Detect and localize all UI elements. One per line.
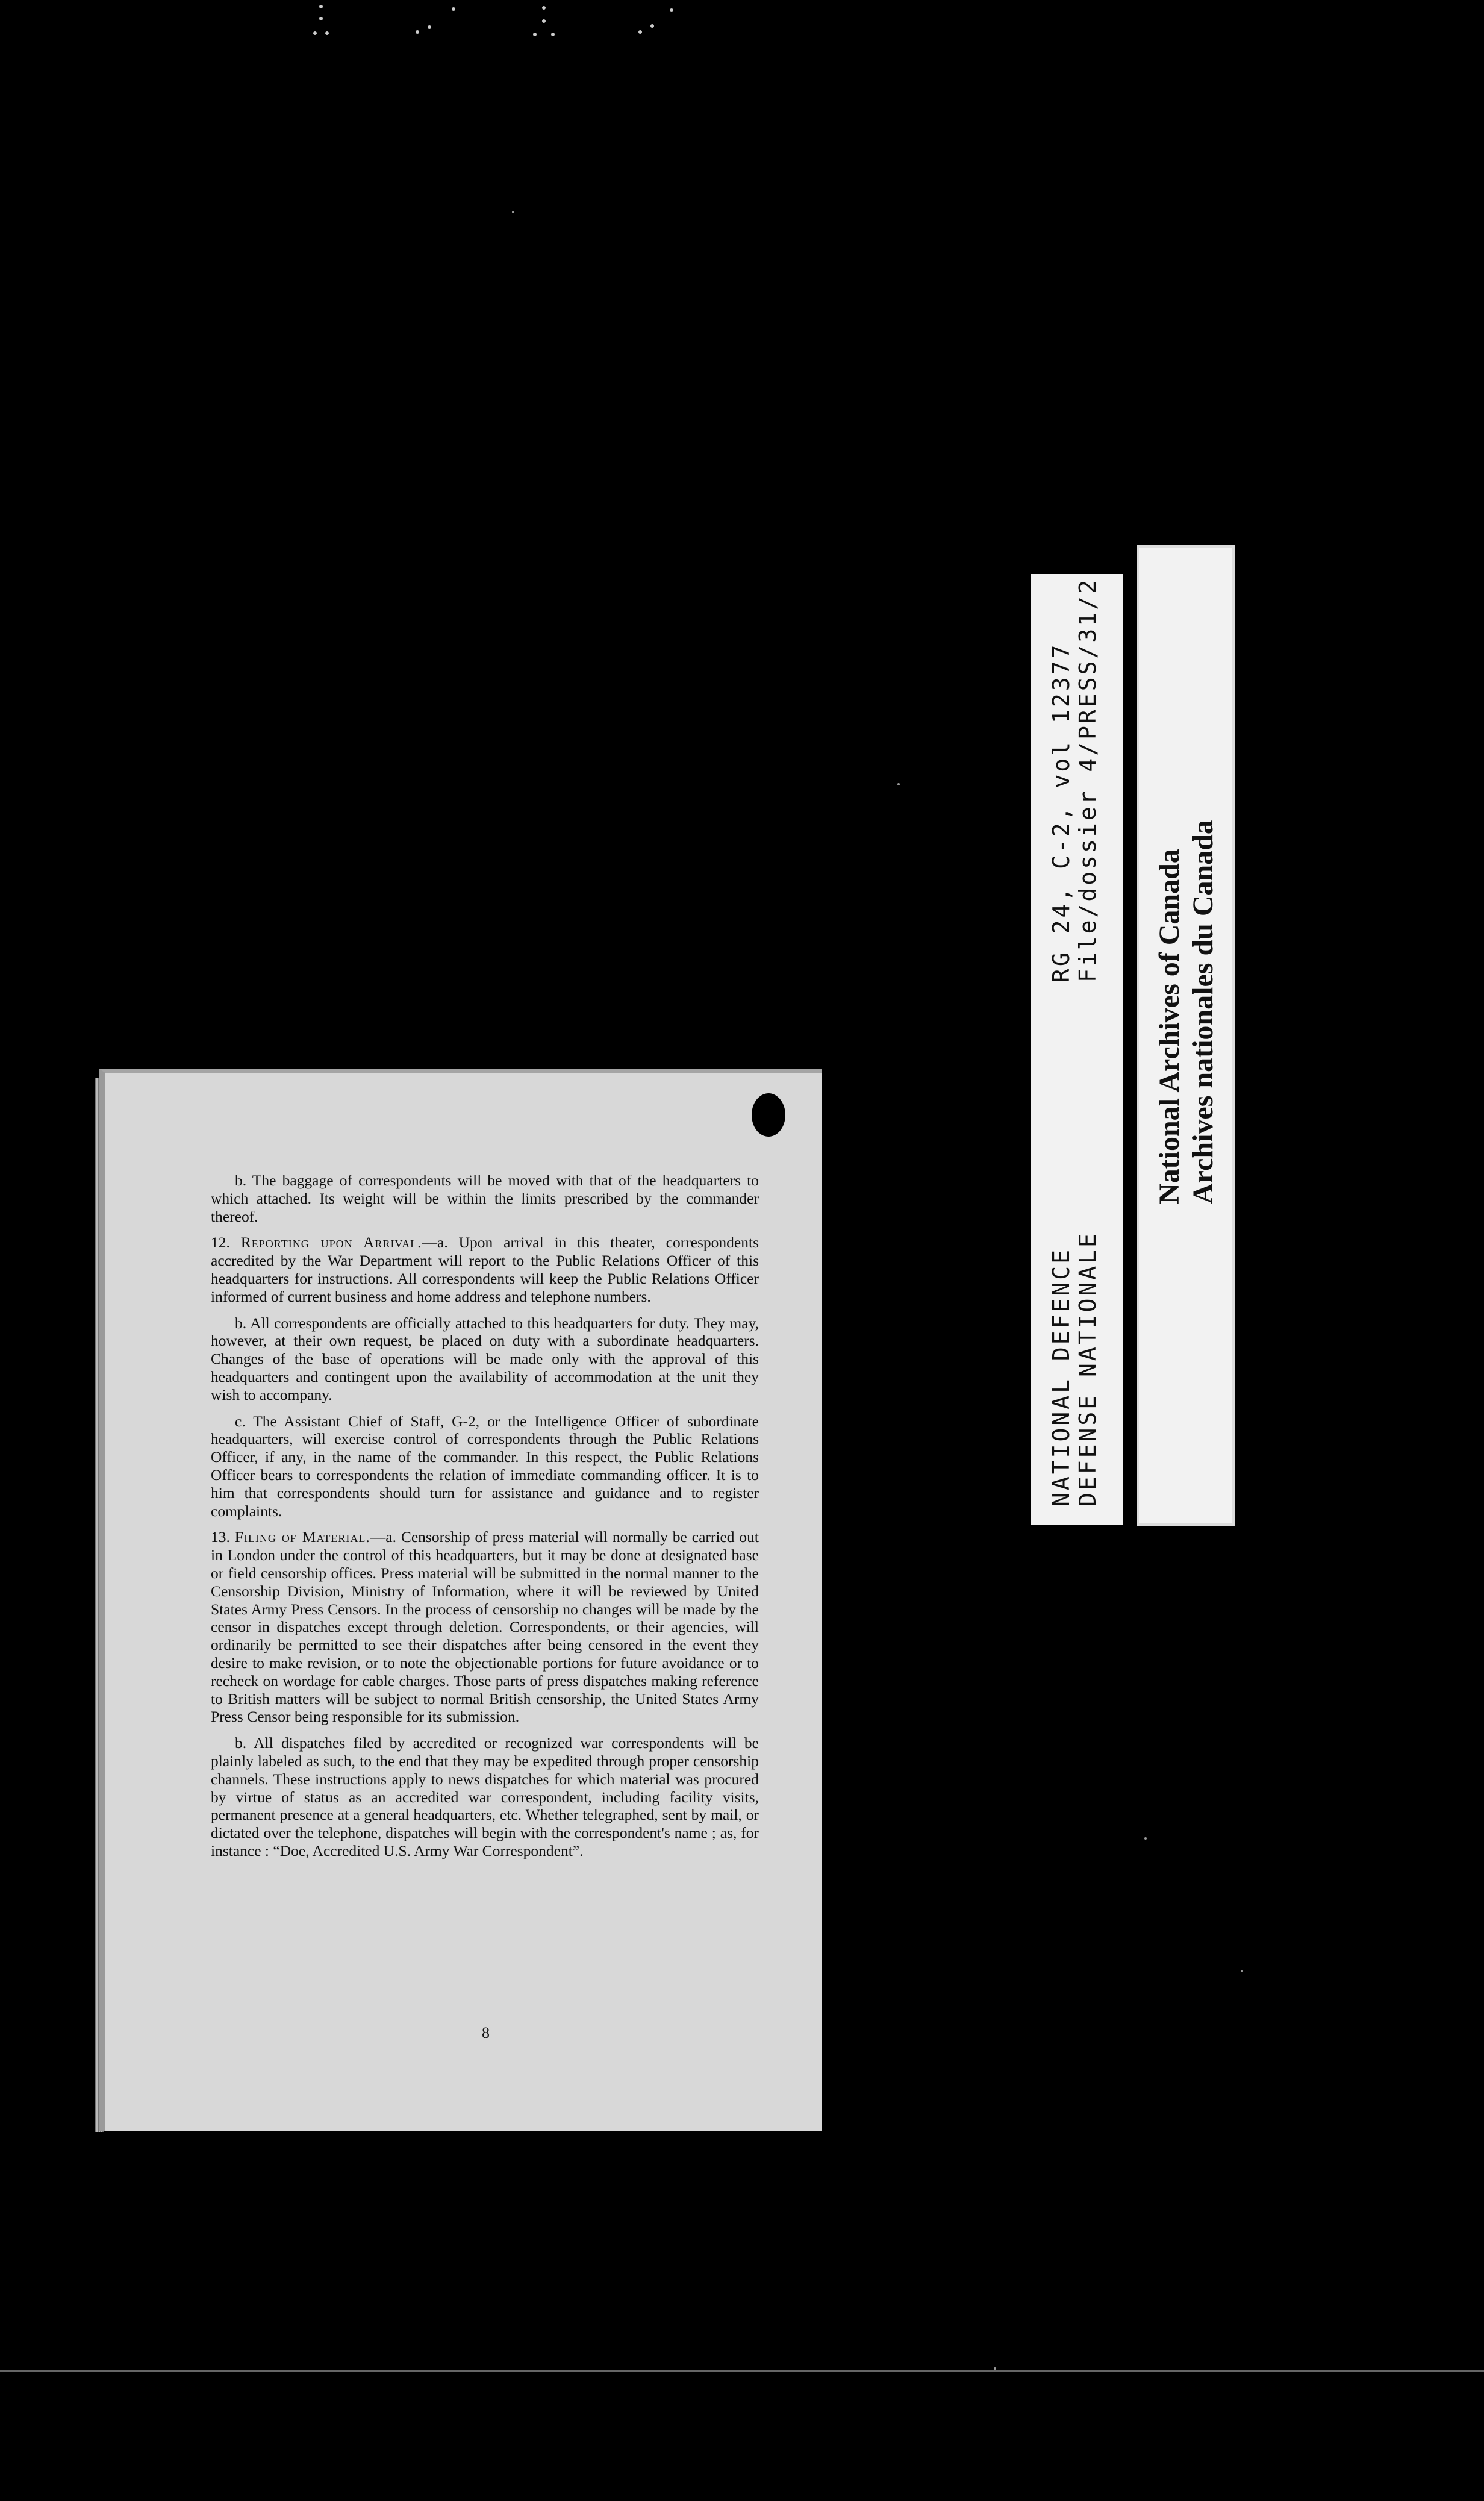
paragraph-lead: 12. bbox=[211, 1234, 241, 1252]
film-dot bbox=[670, 8, 673, 12]
section-heading-filing: Filing of Material. bbox=[234, 1528, 370, 1546]
film-dot bbox=[542, 19, 546, 23]
department-fr: DEFENSE NATIONALE bbox=[1074, 1231, 1101, 1507]
film-dot bbox=[542, 6, 546, 10]
film-dot bbox=[650, 24, 654, 28]
film-dot bbox=[452, 7, 455, 11]
film-dot bbox=[428, 25, 431, 29]
film-dot bbox=[416, 30, 419, 34]
paragraph-13b bbox=[211, 1734, 759, 1860]
film-speck bbox=[994, 2367, 996, 2370]
paragraph-text: b. The baggage of correspondents will be moved with that of the headquarters to which attached. Its weight will be within the limits prescribed by the commander thereof. bbox=[211, 1172, 759, 1225]
department-en: NATIONAL DEFENCE bbox=[1048, 1247, 1074, 1507]
film-dot bbox=[319, 17, 323, 20]
film-dot bbox=[319, 5, 323, 8]
paragraph-lead: 13. bbox=[211, 1528, 235, 1546]
page-number: 8 bbox=[482, 2024, 490, 2041]
paragraph-text: c. The Assistant Chief of Staff, G-2, or the Intelligence Officer of subordinate headquarters, will exercise control of correspondents through the Public Relations Officer, if any, in the name of the commander. In this respect, the Public Relations Officer bears to correspondents the relation of immediate commanding officer. It is to him that correspondents should turn for assistance and guidance and to register complaints. bbox=[211, 1412, 759, 1520]
film-edge-marks bbox=[301, 0, 723, 42]
archives-name-en: National Archives of Canada bbox=[1153, 849, 1185, 1204]
archives-name-fr: Archives nationales du Canada bbox=[1187, 820, 1219, 1204]
page-body bbox=[211, 1172, 759, 1869]
file-dossier: File/dossier 4/PRESS/31/2 bbox=[1074, 578, 1101, 982]
film-speck bbox=[897, 783, 900, 785]
film-speck bbox=[512, 211, 514, 213]
film-frame-edge bbox=[0, 2370, 1484, 2372]
paragraph-text: b. All dispatches filed by accredited or recognized war correspondents will be plainly labeled as such, to the end that they may be expedited through proper censorship channels. These instructions apply to news dispatches for which material was procured by virtue of status as an accredited war correspondent, including facility visits, permanent presence at a general headquarters, etc. Whether telegraphed, sent by mail, or dictated over the telephone, dispatches will begin with the correspondent's name ; as, for instance : “Doe, Accredited U.S. Army War Correspondent”. bbox=[211, 1734, 759, 1859]
department-block bbox=[1048, 1231, 1101, 1507]
archives-stamp-label bbox=[1137, 545, 1235, 1526]
paragraph-13a bbox=[211, 1528, 759, 1726]
paragraph-12b bbox=[211, 1314, 759, 1404]
paragraph-11b bbox=[211, 1172, 759, 1225]
film-speck bbox=[1241, 1970, 1243, 1972]
record-group: RG 24, C-2, vol 12377 bbox=[1048, 642, 1074, 982]
paragraph-12c bbox=[211, 1413, 759, 1520]
punch-hole bbox=[752, 1093, 785, 1137]
section-heading-reporting: Reporting upon Arrival. bbox=[240, 1234, 422, 1252]
film-dot bbox=[533, 33, 537, 36]
file-reference-block bbox=[1048, 578, 1101, 982]
archive-reference-label bbox=[1031, 574, 1123, 1525]
archive-reference-text bbox=[1031, 574, 1123, 1525]
film-dot bbox=[551, 33, 555, 36]
paragraph-text: —a. Censorship of press material will normally be carried out in London under the control of this headquarters, but it may be done at designated base or field censorship offices. Press material will be submitted in the normal manner to the Censorship Division, Ministry of Information, where it will be reviewed by United States Army Press Censors. In the process of censorship no changes will be made by the censor in dispatches except through deletion. Correspondents, or their agencies, will ordinarily be permitted to see their dispatches after being censored in the event they desire to make revision, or to note the objectionable portions for future avoidance or to recheck on wordage for cable charges. Those parts of press dispatches making reference to British matters will be subject to normal British censorship, the United States Army Press Censor being responsible for its submission. bbox=[211, 1528, 759, 1726]
film-dot bbox=[325, 31, 329, 35]
archives-stamp-text bbox=[1140, 548, 1232, 1523]
paragraph-12a bbox=[211, 1234, 759, 1305]
film-dot bbox=[313, 31, 317, 35]
paragraph-text: —a. Upon arrival in this theater, correspondents accredited by the War Department will report to the Public Relations Officer of this headquarters for instructions. All correspondents will keep the Public Relations Officer informed of current business and home address and telephone numbers. bbox=[211, 1234, 759, 1305]
film-dot bbox=[638, 30, 642, 34]
paragraph-text: b. All correspondents are officially attached to this headquarters for duty. They may, however, at their own request, be placed on duty with a subordinate headquarters. Changes of the base of operations will be made only with the approval of this headquarters and contingent upon the availability of accommodation at the unit they wish to accompany. bbox=[211, 1314, 759, 1403]
film-speck bbox=[1144, 1837, 1147, 1840]
archives-stamp-lines bbox=[1153, 820, 1220, 1204]
